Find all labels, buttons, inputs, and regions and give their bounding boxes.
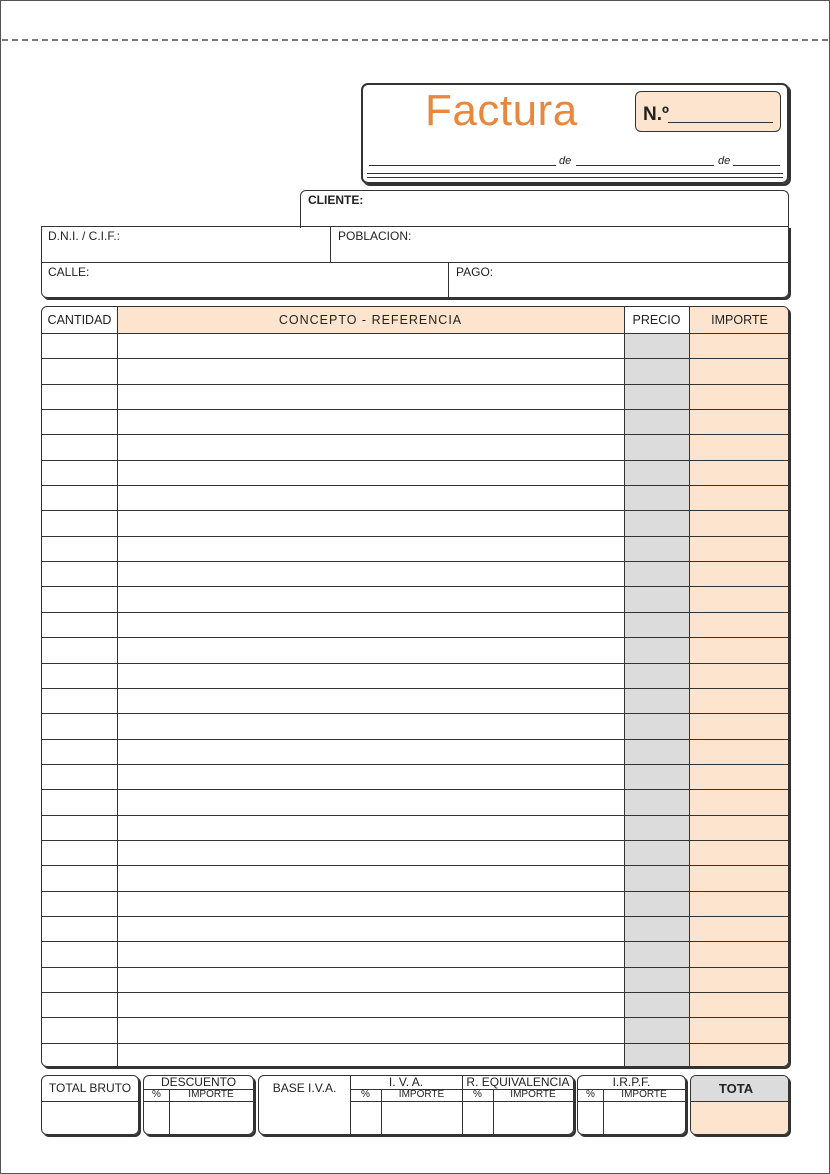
table-row-line bbox=[42, 434, 789, 435]
box-divider bbox=[350, 1101, 573, 1102]
req-importe-label: IMPORTE bbox=[510, 1089, 556, 1100]
pago-label: PAGO: bbox=[456, 265, 494, 279]
table-row-line bbox=[42, 409, 789, 410]
table-row-line bbox=[42, 992, 789, 993]
total-bruto-box[interactable] bbox=[41, 1075, 139, 1135]
irpf-pct-label: % bbox=[586, 1089, 595, 1100]
header-rule bbox=[367, 173, 783, 174]
dni-label: D.N.I. / C.I.F.: bbox=[48, 229, 121, 243]
iva-pct-label: % bbox=[361, 1089, 370, 1100]
client-name-field[interactable] bbox=[300, 190, 789, 228]
table-row-line bbox=[42, 840, 789, 841]
table-row-line bbox=[42, 713, 789, 714]
date-separator-2: de bbox=[718, 155, 731, 167]
descuento-importe-label: IMPORTE bbox=[188, 1089, 234, 1100]
table-row-line bbox=[42, 1017, 789, 1018]
iva-label: I. V. A. bbox=[388, 1075, 424, 1089]
table-row-line bbox=[42, 663, 789, 664]
column-header-precio: PRECIO bbox=[632, 313, 681, 327]
perforation-line bbox=[2, 39, 828, 41]
column-header-importe: IMPORTE bbox=[711, 313, 768, 327]
descuento-label: DESCUENTO bbox=[160, 1075, 237, 1089]
invoice-number-line bbox=[668, 122, 773, 123]
table-row-line bbox=[42, 815, 789, 816]
importe-column-fill bbox=[689, 333, 789, 1067]
table-row-line bbox=[42, 612, 789, 613]
descuento-pct-label: % bbox=[152, 1089, 161, 1100]
box-divider bbox=[578, 1101, 685, 1102]
client-label: CLIENTE: bbox=[308, 193, 364, 207]
column-divider bbox=[624, 307, 625, 1067]
column-header-concepto: CONCEPTO - REFERENCIA bbox=[278, 313, 463, 327]
date-day-line[interactable] bbox=[369, 165, 556, 166]
total-bruto-label: TOTAL BRUTO bbox=[48, 1081, 132, 1095]
column-divider bbox=[689, 307, 690, 1067]
irpf-label: I.R.P.F. bbox=[612, 1075, 651, 1089]
total-value-fill bbox=[691, 1101, 788, 1135]
info-divider bbox=[448, 262, 449, 298]
column-header-cantidad: CANTIDAD bbox=[47, 313, 112, 327]
table-row-line bbox=[42, 865, 789, 866]
table-row-line bbox=[42, 688, 789, 689]
table-row-line bbox=[42, 891, 789, 892]
date-month-line[interactable] bbox=[576, 165, 714, 166]
table-row-line bbox=[42, 916, 789, 917]
table-row-line bbox=[42, 510, 789, 511]
table-row-line bbox=[42, 536, 789, 537]
table-row-line bbox=[42, 739, 789, 740]
box-divider bbox=[42, 1101, 138, 1102]
table-header-rule bbox=[42, 333, 789, 334]
base-iva-label: BASE I.V.A. bbox=[272, 1081, 337, 1095]
box-divider bbox=[691, 1101, 788, 1102]
table-row-line bbox=[42, 637, 789, 638]
info-divider bbox=[42, 262, 790, 263]
precio-column-fill bbox=[624, 333, 689, 1067]
total-label: TOTA bbox=[718, 1081, 754, 1096]
impuestos-box[interactable] bbox=[258, 1075, 574, 1135]
descuento-box[interactable] bbox=[143, 1075, 254, 1135]
iva-importe-label: IMPORTE bbox=[398, 1089, 445, 1100]
items-table bbox=[41, 306, 789, 1067]
column-divider bbox=[117, 307, 118, 1067]
client-info-box bbox=[41, 226, 789, 298]
table-row-line bbox=[42, 485, 789, 486]
table-row-line bbox=[42, 764, 789, 765]
table-row-line bbox=[42, 967, 789, 968]
table-row-line bbox=[42, 561, 789, 562]
info-divider bbox=[330, 227, 331, 262]
table-row-line bbox=[42, 358, 789, 359]
table-row-line bbox=[42, 789, 789, 790]
table-row-line bbox=[42, 460, 789, 461]
date-separator-1: de bbox=[559, 155, 572, 167]
invoice-title: Factura bbox=[425, 86, 578, 135]
irpf-importe-label: IMPORTE bbox=[621, 1089, 667, 1100]
date-year-line[interactable] bbox=[733, 165, 780, 166]
invoice-number-label: N.º bbox=[643, 104, 669, 125]
r-equivalencia-label: R. EQUIVALENCIA bbox=[466, 1075, 570, 1089]
table-row-line bbox=[42, 586, 789, 587]
req-pct-label: % bbox=[473, 1089, 482, 1100]
poblacion-label: POBLACION: bbox=[338, 229, 412, 243]
calle-label: CALLE: bbox=[48, 265, 90, 279]
table-row-line bbox=[42, 384, 789, 385]
header-rule bbox=[367, 177, 783, 178]
irpf-box[interactable] bbox=[577, 1075, 686, 1135]
table-row-line bbox=[42, 941, 789, 942]
box-divider bbox=[144, 1101, 253, 1102]
table-row-line bbox=[42, 1043, 789, 1044]
total-box[interactable] bbox=[690, 1075, 789, 1135]
